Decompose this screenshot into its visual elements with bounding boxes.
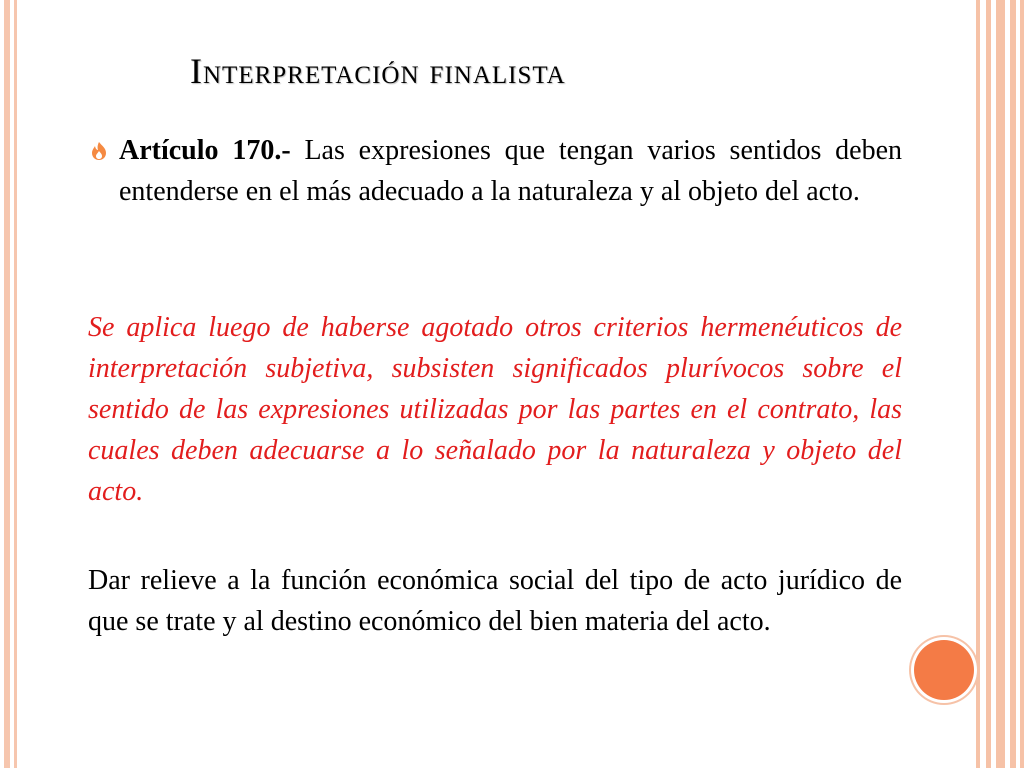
slide-title: Interpretación finalista: [190, 51, 566, 91]
right-border-stripe: [1010, 0, 1016, 768]
black-paragraph: Dar relieve a la función económica social del tipo de acto jurídico de que se trate y al destino económico del bien materia del acto.: [88, 565, 902, 637]
article-lead: Artículo 170.-: [119, 135, 291, 166]
right-border-stripe: [986, 0, 991, 768]
decorative-circle: [914, 640, 974, 700]
red-italic-paragraph: Se aplica luego de haberse agotado otros criterios hermenéuticos de interpretación subjetiva, subsisten significados plurívocos sobre el sentido de las expresiones utilizadas por las partes en el contrato, las cuales deben adecuarse a lo señalado por la naturaleza y objeto del acto.: [88, 312, 902, 507]
bullet-text: [119, 130, 902, 212]
right-decorative-border: [976, 0, 1024, 768]
left-border-stripe-outer: [4, 0, 10, 768]
left-decorative-border: [0, 0, 22, 768]
flame-bullet-icon: [88, 140, 110, 162]
article-body: Las expresiones que tengan varios sentidos deben entenderse en el más adecuado a la naturaleza y al objeto del acto.: [119, 135, 902, 207]
right-border-stripe: [1020, 0, 1024, 768]
left-border-stripe-inner: [14, 0, 17, 768]
right-border-stripe: [996, 0, 1005, 768]
right-border-stripe: [976, 0, 980, 768]
bullet-item: [88, 130, 902, 212]
